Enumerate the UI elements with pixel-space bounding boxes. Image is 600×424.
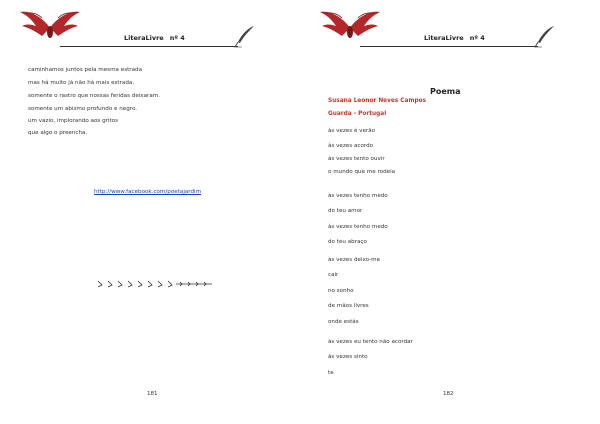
poem-line: às vezes tento ouvir [328, 156, 385, 162]
poem-title: Poema [430, 87, 461, 96]
poem-line: cair [328, 272, 339, 278]
poem-line: onde estás [328, 319, 359, 325]
magazine-brand: LiteraLivre nº 4 [424, 34, 485, 42]
poem-line: do teu abraço [328, 239, 367, 245]
author-location: Guarda - Portugal [328, 111, 387, 117]
winged-logo-icon [318, 6, 382, 46]
header-rule [60, 46, 238, 47]
page-number: 181 [147, 391, 158, 397]
decorative-ornament-icon [96, 279, 216, 289]
poem-line: te [328, 370, 334, 376]
facebook-link[interactable]: http://www.facebook.com/poetajardim [94, 189, 202, 195]
poem-line: caminhamos juntos pela mesma estrada [28, 67, 143, 73]
poem-line: somente o rastro que nossas feridas deixaram. [28, 93, 161, 99]
page-header [300, 6, 600, 46]
quill-pen-icon [532, 24, 556, 48]
poem-line: às vezes sinto [328, 354, 368, 360]
poem-line: no sonho [328, 288, 354, 294]
quill-pen-icon [232, 24, 256, 48]
poem-line: às vezes tenho medo [328, 224, 388, 230]
page-number: 182 [443, 391, 454, 397]
poem-line: mas há muito já não há mais estrada, [28, 80, 135, 86]
poem-line: às vezes é verão [328, 128, 376, 134]
poem-line: do teu amor [328, 208, 363, 214]
right-page [300, 0, 600, 424]
poem-line: um vazio, implorando aos gritos [28, 118, 119, 124]
poem-line: o mundo que me rodeia [328, 169, 396, 175]
poem-line: somente um abismo profundo e negro. [28, 106, 138, 112]
winged-logo-icon [18, 6, 82, 46]
poem-line: que algo o preencha. [28, 130, 88, 136]
poem-line: às vezes tenho medo [328, 193, 388, 199]
page-header [0, 6, 300, 46]
magazine-brand: LiteraLivre nº 4 [124, 34, 185, 42]
poem-line: de mãos livres [328, 303, 369, 309]
poem-line: às vezes eu tento não acordar [328, 339, 413, 345]
header-rule [360, 46, 538, 47]
poem-line: às vezes acordo [328, 143, 374, 149]
poem-line: às vezes deixo-me [328, 257, 381, 263]
author-name: Susana Leonor Neves Campos [328, 98, 427, 104]
